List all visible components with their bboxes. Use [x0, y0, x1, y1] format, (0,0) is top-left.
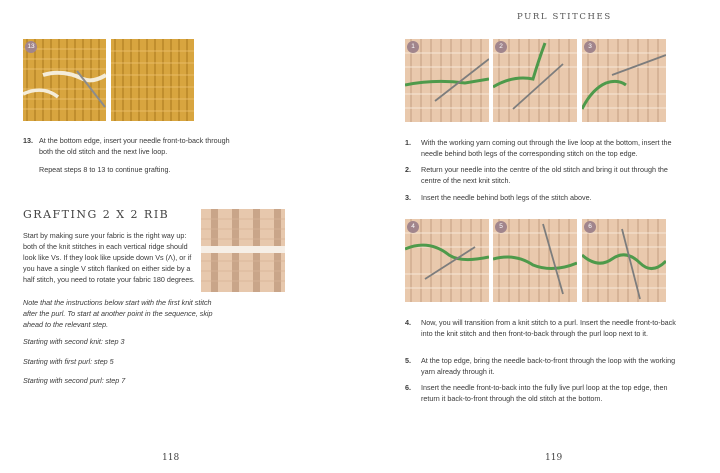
step-text: Now, you will transition from a knit stitch to a purl. Insert the needle front-to-back into the knit stitch and then front-to-back through the purl loop next to it. [421, 318, 676, 338]
step-number: 4. [405, 318, 411, 327]
note-paragraph: Note that the instructions below start with the first knit stitch after the purl. To start at another point in the sequence, skip ahead to the relevant step. [23, 298, 213, 329]
start-line: Starting with second knit: step 3 [23, 337, 125, 346]
knit-texture [493, 219, 577, 302]
step-number: 2. [405, 165, 411, 174]
page-number: 119 [545, 453, 563, 463]
right-page [360, 0, 720, 473]
step-number: 1. [405, 138, 411, 147]
step-6 [405, 382, 680, 404]
photo-step-13-result [111, 39, 194, 121]
step-badge: 1 [407, 41, 419, 53]
step-4 [405, 317, 680, 350]
step-2 [405, 164, 680, 186]
knit-texture [201, 209, 285, 292]
knit-texture [405, 39, 489, 122]
knit-texture [493, 39, 577, 122]
knit-texture [582, 39, 666, 122]
photo-step-13 [23, 39, 106, 121]
step-badge: 2 [495, 41, 507, 53]
running-head: PURL STITCHES [517, 12, 612, 22]
photo-step-2 [493, 39, 577, 122]
step-badge: 6 [584, 221, 596, 233]
step-badge: 3 [584, 41, 596, 53]
step-number: 13. [23, 136, 33, 145]
photo-rib-fabric [201, 209, 285, 292]
knit-texture [23, 39, 106, 121]
step-1 [405, 137, 680, 159]
start-line: Starting with first purl: step 5 [23, 357, 114, 366]
photo-step-6 [582, 219, 666, 302]
knit-texture [111, 39, 194, 121]
knit-texture [405, 219, 489, 302]
step-text: Insert the needle behind both legs of the stitch above. [421, 193, 592, 202]
photo-step-1 [405, 39, 489, 122]
page-number: 118 [162, 453, 180, 463]
intro-paragraph: Start by making sure your fabric is the right way up: both of the knit stitches in each vertical ridge should look like Vs. If they look like upside down Vs (Λ), or if you have a single V stitch flanked on either side by a half stitch, you need to rotate your fabric 180 degrees. [23, 231, 195, 284]
photo-step-4 [405, 219, 489, 302]
step-13 [23, 135, 243, 159]
step-number: 6. [405, 383, 411, 392]
step-text: At the bottom edge, insert your needle front-to-back through both the old stitch and the next live loop. [39, 136, 230, 156]
step-badge: 5 [495, 221, 507, 233]
step-text: Return your needle into the centre of the old stitch and bring it out through the centre of the next knit stitch. [421, 165, 668, 185]
section-title: GRAFTING 2 X 2 RIB [23, 208, 170, 221]
step-text: With the working yarn coming out through the live loop at the bottom, insert the needle behind both legs of the corresponding stitch on the top edge. [421, 138, 672, 158]
step-text: Insert the needle front-to-back into the fully live purl loop at the top edge, then return it back-to-front through the old stitch at the bottom. [421, 383, 668, 403]
step-number: 3. [405, 193, 411, 202]
step-3 [405, 192, 680, 204]
repeat-note: Repeat steps 8 to 13 to continue grafting. [39, 165, 171, 174]
step-5 [405, 355, 680, 377]
photo-step-5 [493, 219, 577, 302]
step-text: At the top edge, bring the needle back-to-front through the loop with the working yarn already through it. [421, 356, 676, 376]
step-badge: 13 [25, 41, 37, 53]
knit-texture [582, 219, 666, 302]
photo-step-3 [582, 39, 666, 122]
step-number: 5. [405, 356, 411, 365]
start-line: Starting with second purl: step 7 [23, 376, 126, 385]
step-badge: 4 [407, 221, 419, 233]
